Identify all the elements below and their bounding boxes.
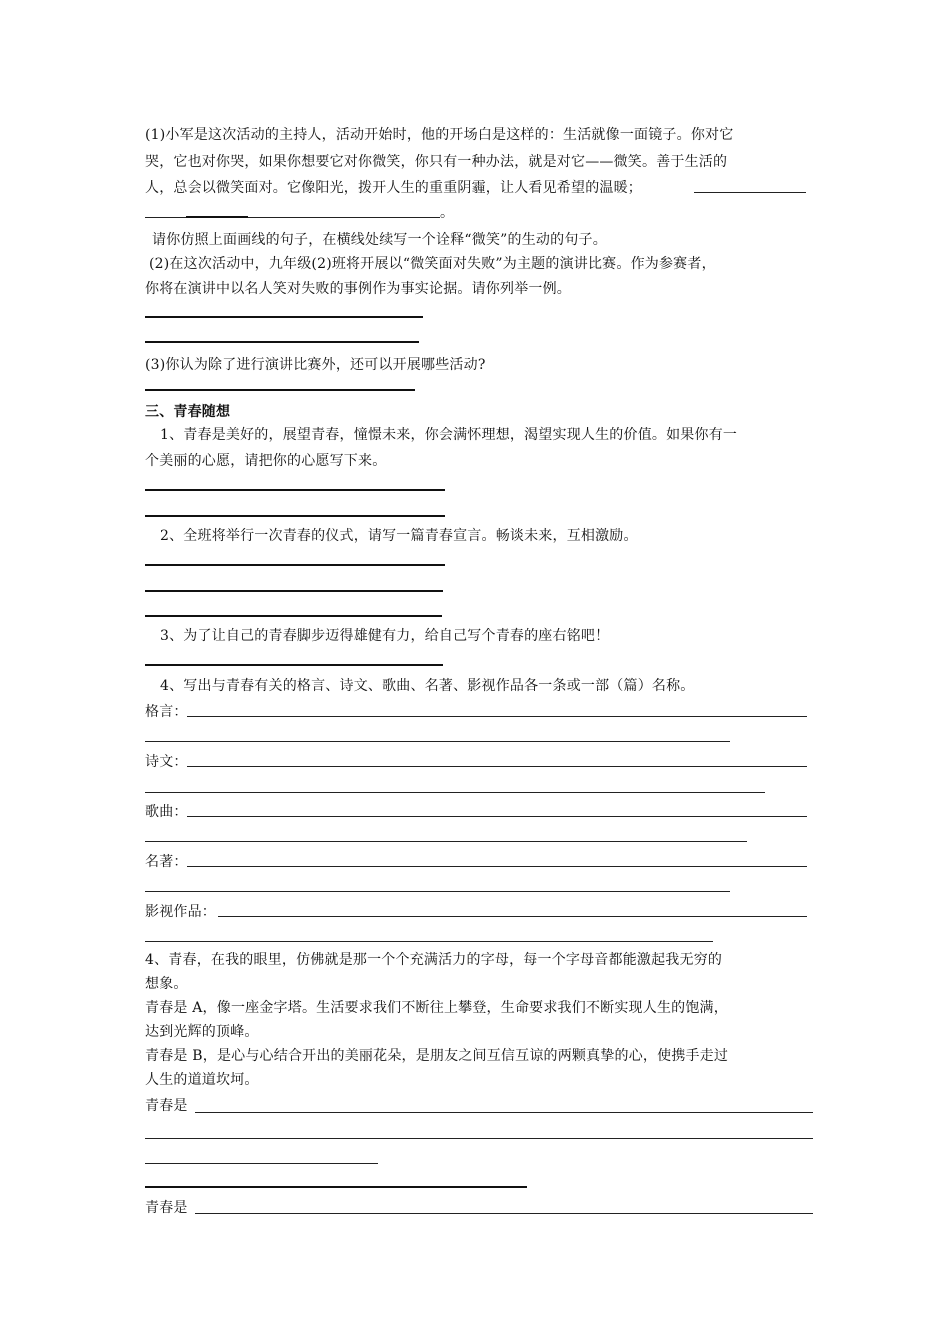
- q1-line-1: (1)小军是这次活动的主持人，活动开始时，他的开场白是这样的：生活就像一面镜子。你对它: [145, 127, 734, 143]
- item2-answer-line-3[interactable]: [145, 615, 442, 617]
- prompt1-answer-line-4[interactable]: [145, 1186, 527, 1188]
- maxim-answer-line-2[interactable]: [145, 741, 730, 742]
- section3-title: 三、青春随想: [145, 404, 231, 420]
- q3-answer-line[interactable]: [145, 389, 415, 391]
- section3-item1-line-2: 个美丽的心愿，请把你的心愿写下来。: [145, 453, 387, 469]
- prompt2-answer-line[interactable]: [195, 1213, 813, 1214]
- film-answer-line-2[interactable]: [145, 941, 713, 942]
- classic-answer-line-1[interactable]: [187, 866, 807, 867]
- q2-line-2: 你将在演讲中以名人笑对失败的事例作为事实论据。请你列举一例。: [145, 281, 571, 297]
- q1-line-2: 哭，它也对你哭，如果你想要它对你微笑，你只有一种办法，就是对它——微笑。善于生活的: [145, 154, 728, 170]
- q1-end-mark: 。: [440, 205, 455, 221]
- section3-item2: 2、全班将举行一次青春的仪式，请写一篇青春宣言。畅谈未来，互相激励。: [160, 528, 638, 544]
- q1-underline-mark: [186, 216, 248, 218]
- song-answer-line-1[interactable]: [187, 816, 807, 817]
- item3-answer-line[interactable]: [145, 664, 443, 666]
- item2-answer-line-2[interactable]: [145, 590, 443, 592]
- prompt1-answer-line-2[interactable]: [145, 1138, 813, 1139]
- section4-intro-line-1: 4、青春，在我的眼里，仿佛就是那一个个充满活力的字母，每一个字母音都能激起我无穷的: [145, 952, 723, 968]
- field-label-classic: 名著：: [145, 854, 188, 870]
- section4-prompt-1: 青春是: [145, 1098, 188, 1114]
- q3-text: (3)你认为除了进行演讲比赛外，还可以开展哪些活动?: [145, 357, 486, 373]
- item1-answer-line-2[interactable]: [145, 515, 445, 517]
- maxim-answer-line-1[interactable]: [187, 716, 807, 717]
- section4-prompt-2: 青春是: [145, 1200, 188, 1216]
- section3-item4: 4、写出与青春有关的格言、诗文、歌曲、名著、影视作品各一条或一部（篇）名称。: [160, 678, 695, 694]
- q2-line-1: (2)在这次活动中，九年级(2)班将开展以“微笑面对失败”为主题的演讲比赛。作为参赛者，: [149, 256, 716, 272]
- song-answer-line-2[interactable]: [145, 841, 747, 842]
- field-label-film: 影视作品：: [145, 904, 216, 920]
- q1-line-3: 人，总会以微笑面对。它像阳光，拨开人生的重重阴霾，让人看见希望的温暖；: [145, 180, 642, 196]
- q2-answer-line-1[interactable]: [145, 316, 423, 318]
- section4-b-line-2: 人生的道道坎坷。: [145, 1072, 259, 1088]
- poem-answer-line-2[interactable]: [145, 792, 765, 793]
- q1-instruction: 请你仿照上面画线的句子，在横线处续写一个诠释“微笑”的生动的句子。: [152, 232, 607, 248]
- classic-answer-line-2[interactable]: [145, 891, 730, 892]
- q1-answer-blank-1[interactable]: [694, 192, 806, 193]
- section3-item1-line-1: 1、青春是美好的，展望青春，憧憬未来，你会满怀理想，渴望实现人生的价值。如果你有一: [160, 427, 738, 443]
- section4-b-line-1: 青春是 B，是心与心结合开出的美丽花朵，是朋友之间互信互谅的两颗真挚的心，使携手走过: [145, 1048, 729, 1064]
- prompt1-answer-line-3[interactable]: [145, 1163, 378, 1164]
- field-label-song: 歌曲：: [145, 804, 188, 820]
- item1-answer-line-1[interactable]: [145, 489, 445, 491]
- section4-a-line-2: 达到光辉的顶峰。: [145, 1024, 259, 1040]
- item2-answer-line-1[interactable]: [145, 564, 445, 566]
- poem-answer-line-1[interactable]: [187, 766, 807, 767]
- prompt1-answer-line-1[interactable]: [195, 1112, 813, 1113]
- q2-answer-line-2[interactable]: [145, 341, 419, 343]
- section4-a-line-1: 青春是 A，像一座金字塔。生活要求我们不断往上攀登，生命要求我们不断实现人生的饱满，: [145, 1000, 728, 1016]
- film-answer-line-1[interactable]: [218, 916, 807, 917]
- section4-intro-line-2: 想象。: [145, 976, 188, 992]
- field-label-maxim: 格言：: [145, 704, 188, 720]
- section3-item3: 3、为了让自己的青春脚步迈得雄健有力，给自己写个青春的座右铭吧！: [160, 628, 610, 644]
- field-label-poem: 诗文：: [145, 754, 188, 770]
